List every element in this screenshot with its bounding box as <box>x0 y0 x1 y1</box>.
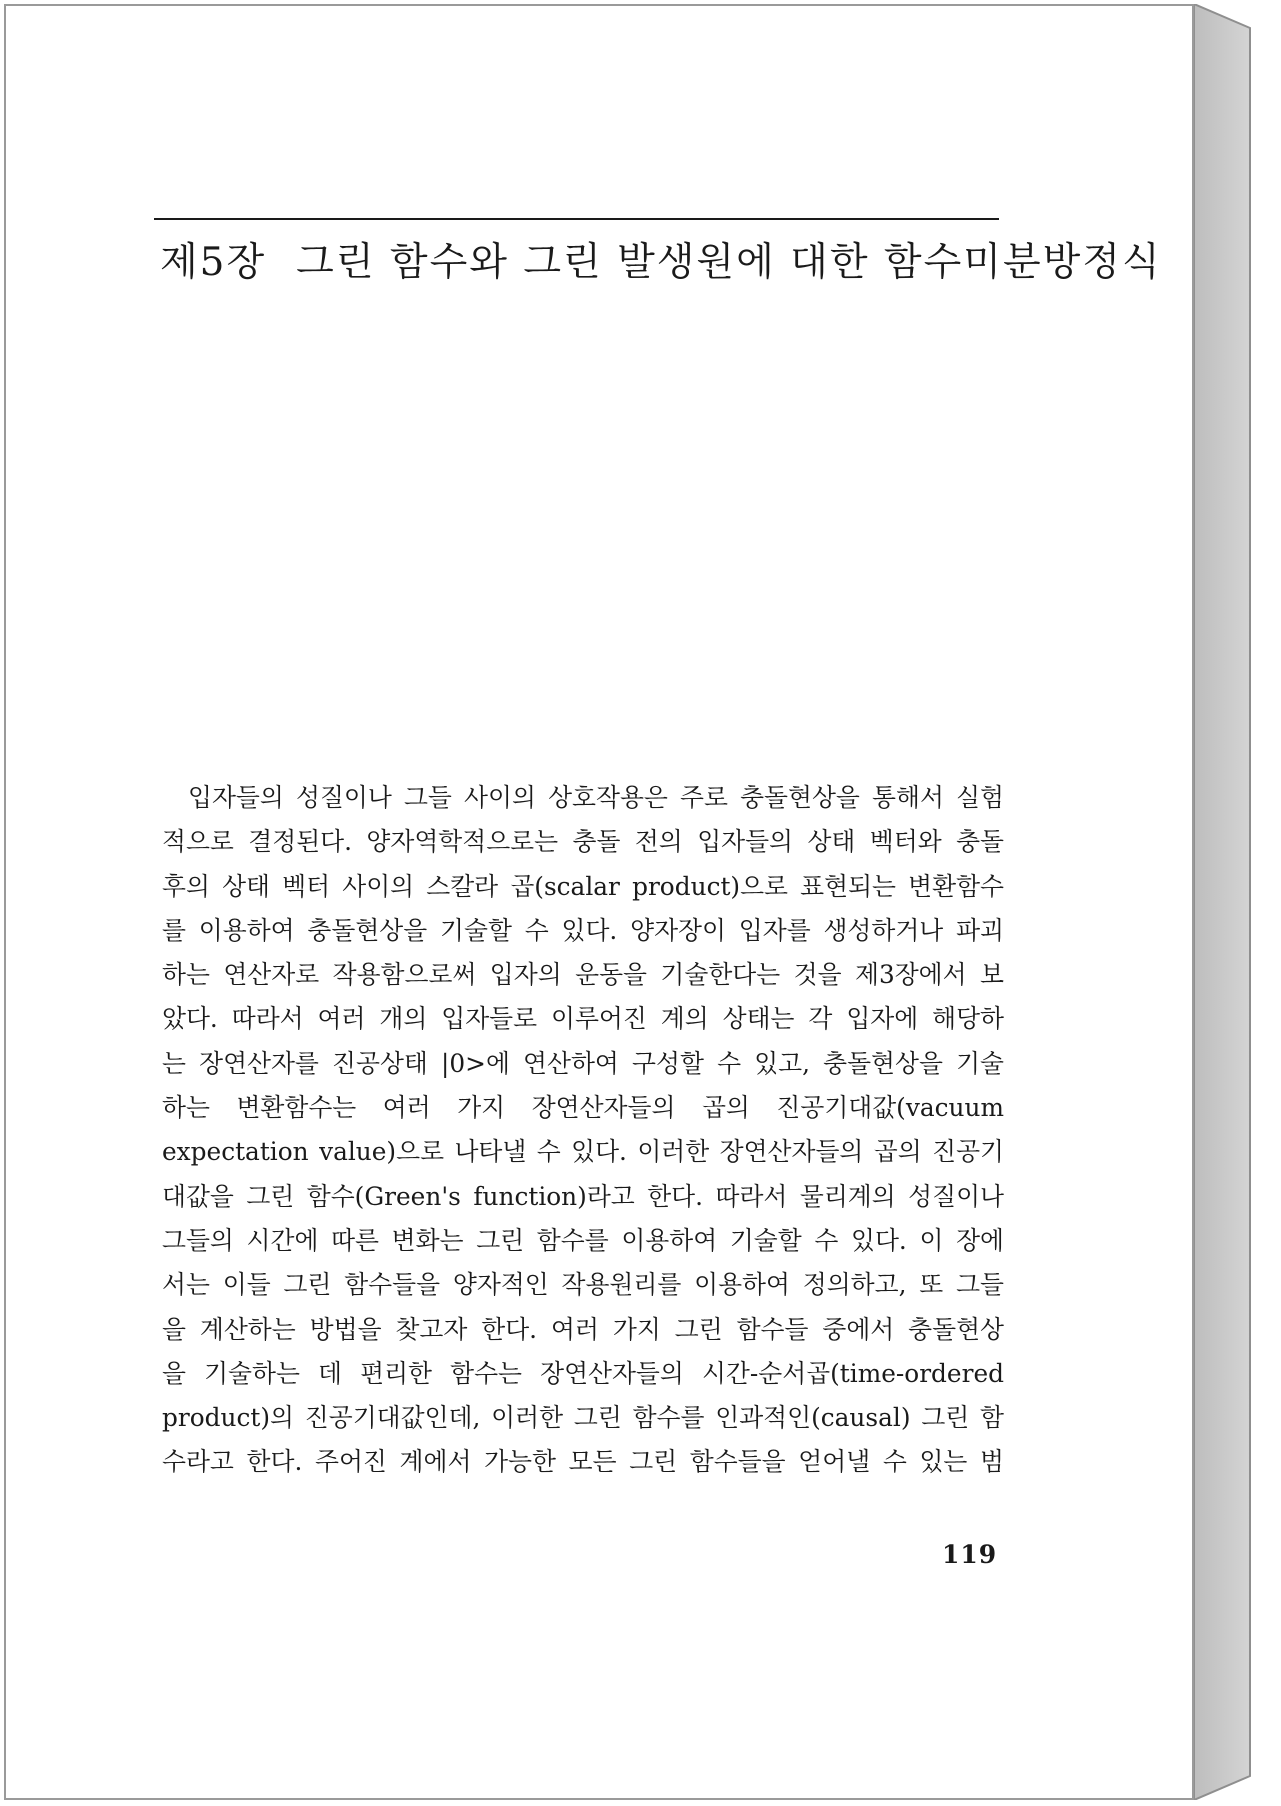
book-page <box>4 4 1194 1800</box>
body-paragraph <box>162 776 1004 1485</box>
text-line: 을 기술하는 데 편리한 함수는 장연산자들의 시간-순서곱(time-ordered <box>162 1358 1004 1388</box>
text-line: 수라고 한다. 주어진 계에서 가능한 모든 그린 함수들을 얻어낼 수 있는 범 <box>162 1447 1004 1477</box>
text-line: product)의 진공기대값인데, 이러한 그린 함수를 인과적인(causal) 그린 함 <box>162 1403 1004 1433</box>
text-line: expectation value)으로 나타낼 수 있다. 이러한 장연산자들의 곱의 진공기 <box>162 1137 1004 1167</box>
text-line: 입자들의 성질이나 그들 사이의 상호작용은 주로 충돌현상을 통해서 실험 <box>188 783 1004 812</box>
text-line: 대값을 그린 함수(Green's function)라고 한다. 따라서 물리계의 성질이나 <box>162 1181 1004 1211</box>
text-line: 서는 이들 그린 함수들을 양자적인 작용원리를 이용하여 정의하고, 또 그들 <box>162 1270 1004 1300</box>
text-line: 하는 연산자로 작용함으로써 입자의 운동을 기술한다는 것을 제3장에서 보 <box>162 960 1004 990</box>
book-edge-shading <box>1194 4 1254 1800</box>
chapter-heading <box>160 234 1162 292</box>
chapter-number: 제5장 <box>160 240 267 285</box>
page-number: 119 <box>942 1540 998 1569</box>
text-line: 았다. 따라서 여러 개의 입자들로 이루어진 계의 상태는 각 입자에 해당하 <box>162 1004 1004 1034</box>
text-line: 를 이용하여 충돌현상을 기술할 수 있다. 양자장이 입자를 생성하거나 파괴 <box>162 915 1004 945</box>
text-line: 그들의 시간에 따른 변화는 그린 함수를 이용하여 기술할 수 있다. 이 장에 <box>162 1225 1004 1255</box>
text-line: 하는 변환함수는 여러 가지 장연산자들의 곱의 진공기대값(vacuum <box>162 1093 1004 1123</box>
chapter-divider <box>154 218 999 220</box>
chapter-title: 그린 함수와 그린 발생원에 대한 함수미분방정식 <box>296 240 1162 285</box>
text-line: 는 장연산자를 진공상태 |0>에 연산하여 구성할 수 있고, 충돌현상을 기술 <box>162 1048 1004 1078</box>
text-line: 후의 상태 벡터 사이의 스칼라 곱(scalar product)으로 표현되는 변환함수 <box>162 871 1004 901</box>
text-line: 적으로 결정된다. 양자역학적으로는 충돌 전의 입자들의 상태 벡터와 충돌 <box>162 827 1004 857</box>
text-line: 을 계산하는 방법을 찾고자 한다. 여러 가지 그린 함수들 중에서 충돌현상 <box>162 1314 1004 1344</box>
